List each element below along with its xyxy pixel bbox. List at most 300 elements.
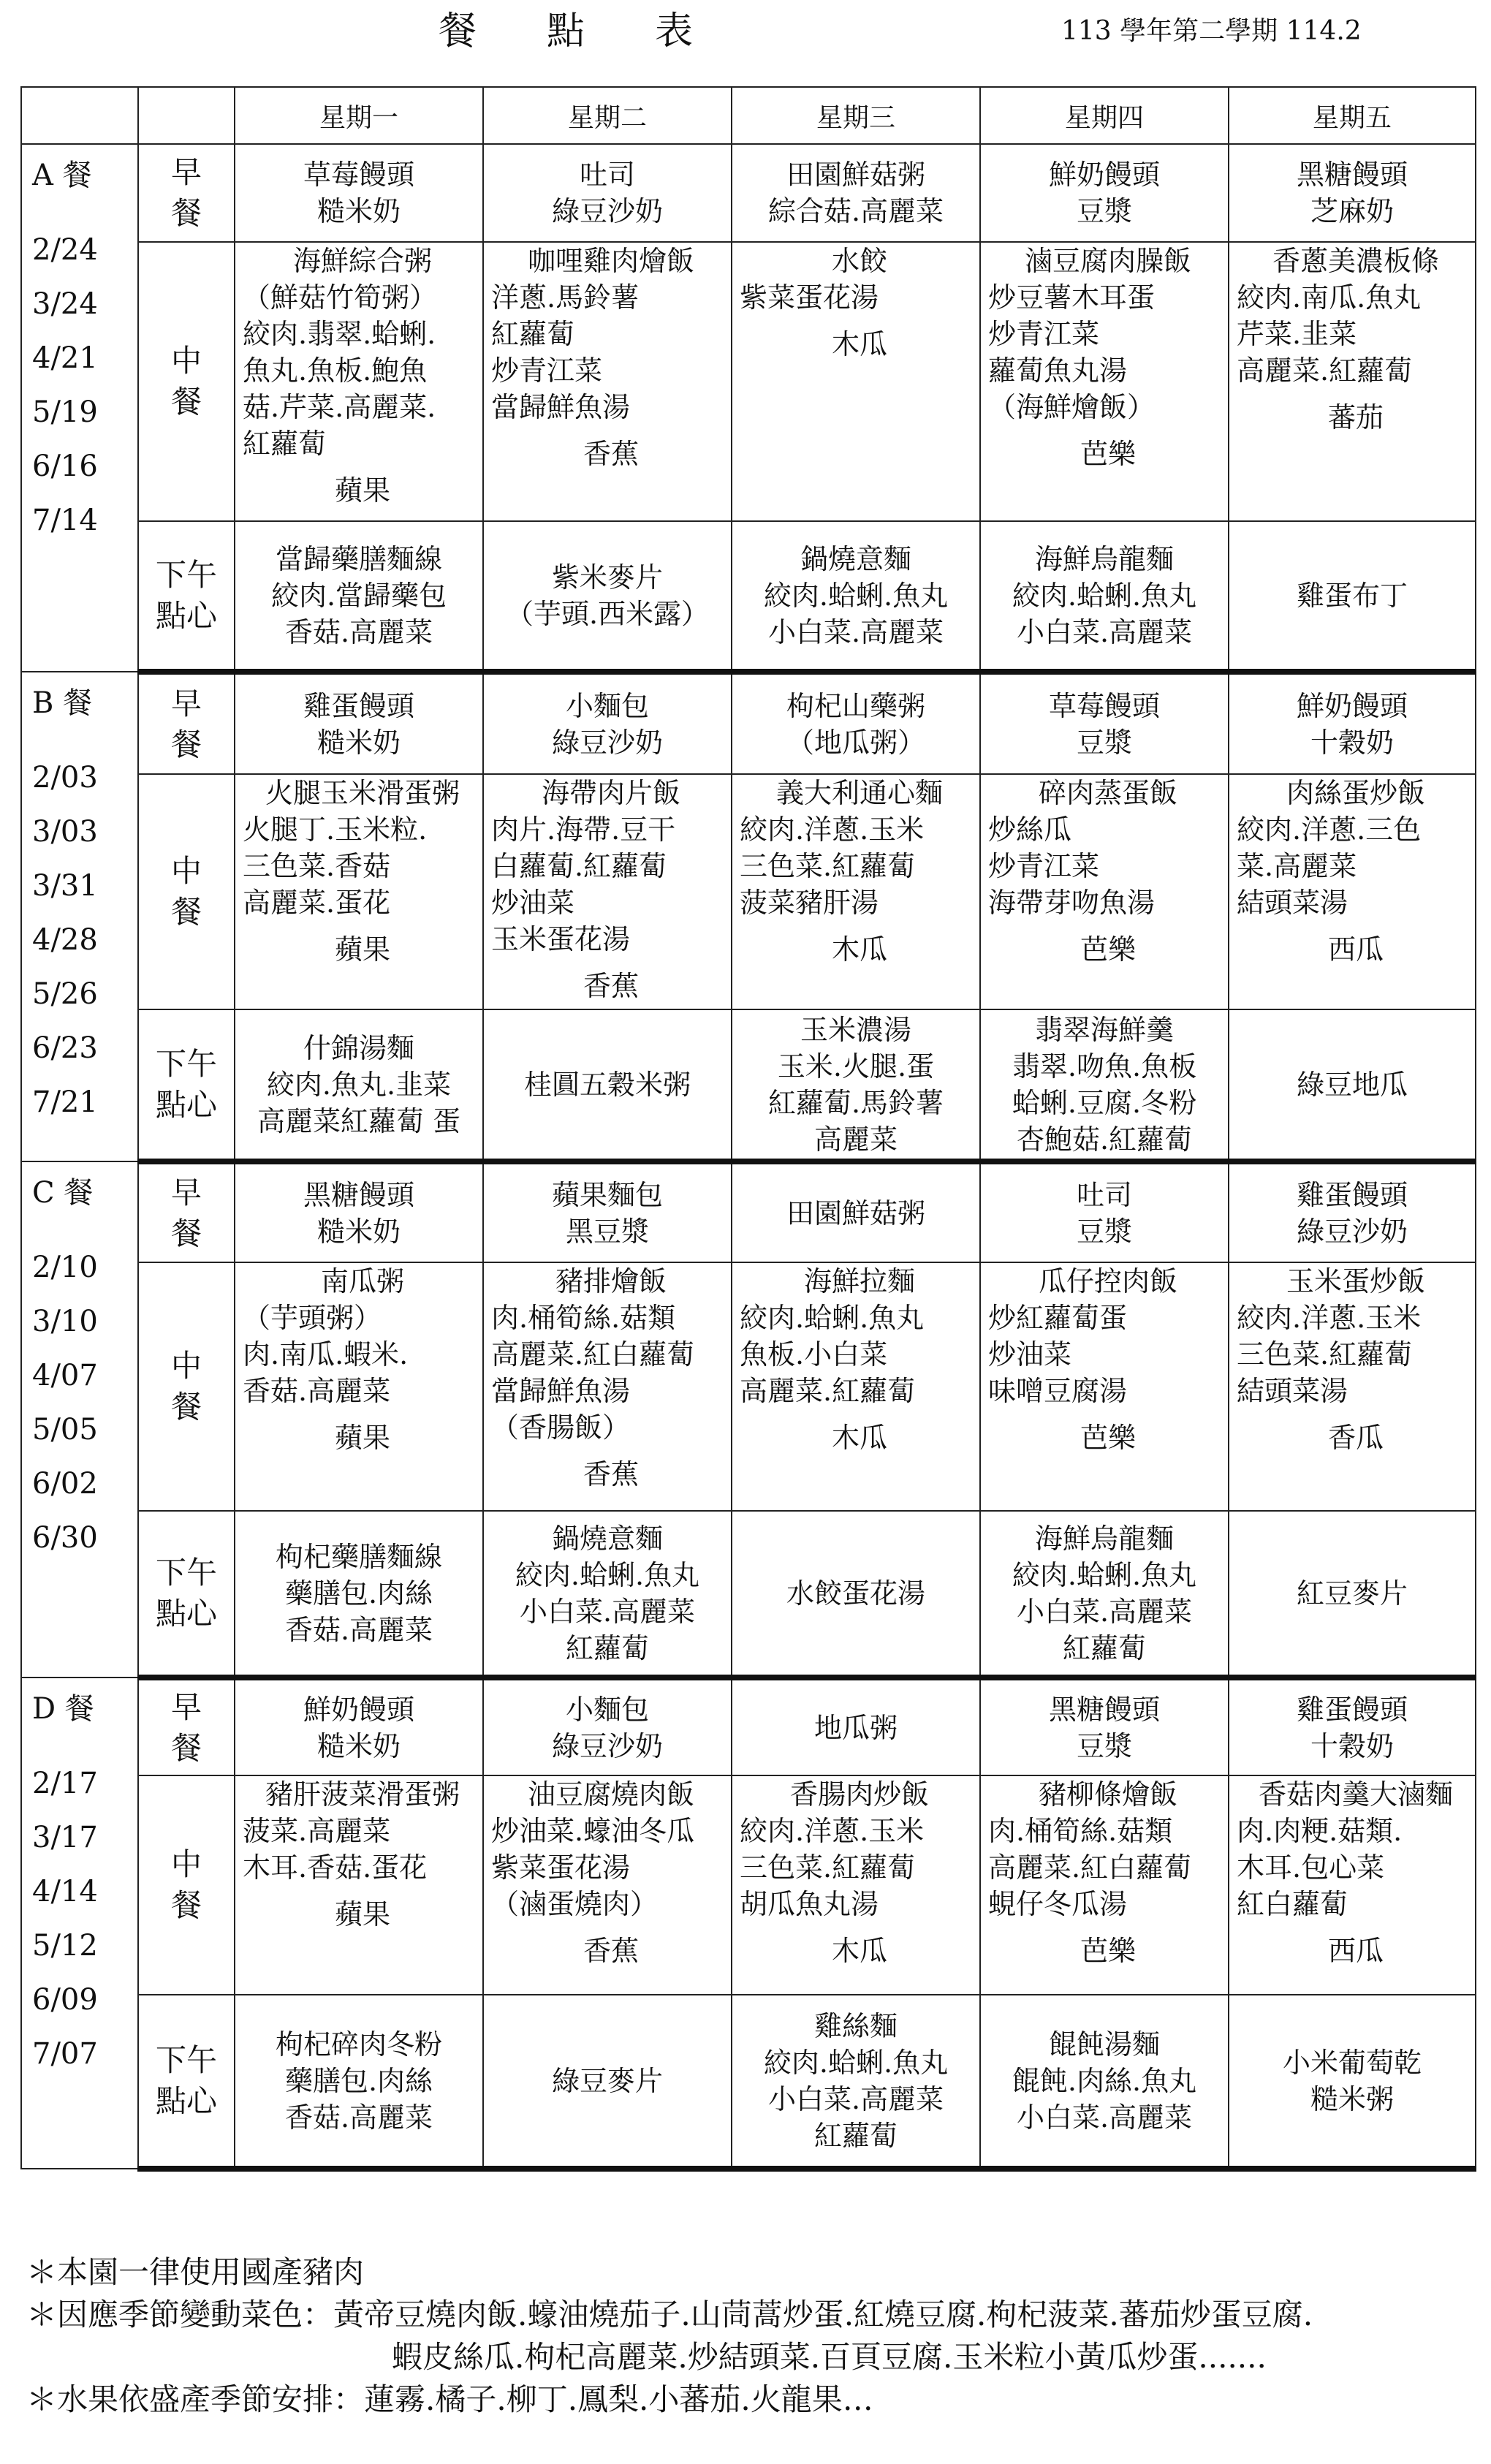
dish-line: 高麗菜.紅蘿蔔 (1237, 355, 1413, 387)
menu-table (20, 86, 1476, 2172)
dish-line: 炒青江菜 (988, 850, 1100, 882)
dish-line: 肉片.海帶.豆干 (491, 814, 676, 846)
main-dish: 黑糖饅頭 (303, 1178, 414, 1211)
dish-line: 絞肉.洋蔥.三色 (1237, 814, 1422, 846)
main-dish: 豬排燴飯 (555, 1265, 667, 1297)
menu-cell (732, 1262, 980, 1511)
main-dish: 紫米麥片 (551, 561, 663, 594)
menu-cell (980, 521, 1229, 672)
main-dish: 海鮮拉麵 (803, 1265, 915, 1297)
menu-cell (235, 774, 483, 1009)
main-dish: 義大利通心麵 (775, 777, 943, 809)
term-label: 113 學年第二學期 114.2 (1061, 16, 1362, 46)
main-dish: 紅豆麥片 (1296, 1577, 1408, 1610)
main-dish: 雞蛋饅頭 (1296, 1693, 1408, 1726)
dish-line: 絞肉.當歸藥包 (270, 579, 447, 612)
dish-line: 白蘿蔔.紅蘿蔔 (491, 850, 667, 882)
dish-line: 小白菜.高麗菜 (767, 2082, 944, 2115)
meal-label-text: 餐 (170, 1389, 202, 1425)
fruit-item: 西瓜 (1327, 933, 1384, 966)
main-dish: 枸杞藥膳麵線 (275, 1540, 442, 1573)
meal-label-text: 早 (170, 1174, 202, 1210)
dish-line: 炒豆薯木耳蛋 (988, 281, 1156, 314)
menu-cell (980, 672, 1229, 774)
menu-cell (235, 242, 483, 521)
group-label-cell (21, 672, 138, 1161)
main-dish: 豬肝菠菜滑蛋粥 (265, 1778, 460, 1811)
menu-cell (235, 1009, 483, 1161)
dish-line: （鮮菇竹筍粥） (243, 281, 438, 314)
menu-cell (235, 1775, 483, 1995)
menu-cell (483, 1161, 732, 1262)
menu-cell (732, 1511, 980, 1678)
dish-line: 木耳.香菇.蛋花 (243, 1851, 428, 1884)
cycle-date: 2/24 (32, 233, 98, 267)
dish-line: 絞肉.蛤蜊.魚丸 (763, 579, 949, 612)
dish-line: 當歸鮮魚湯 (491, 1375, 631, 1407)
main-dish: 滷豆腐肉臊飯 (1024, 245, 1191, 277)
dish-line: （芋頭粥） (243, 1302, 382, 1334)
dish-line: 糙米奶 (316, 1215, 401, 1248)
dish-line: 芹菜.韭菜 (1237, 318, 1357, 350)
dish-line: 絞肉.魚丸.韭菜 (266, 1068, 452, 1101)
dish-line: 絞肉.南瓜.魚丸 (1237, 281, 1422, 314)
dish-line: 結頭菜湯 (1237, 887, 1348, 919)
menu-cell (1229, 1511, 1476, 1678)
meal-label-text: 中 (170, 1846, 202, 1882)
dish-line: （滷蛋燒肉） (491, 1888, 659, 1920)
main-dish: 肉絲蛋炒飯 (1286, 777, 1425, 809)
dish-line: 糙米粥 (1310, 2082, 1394, 2115)
page-title: 餐點表 (439, 10, 764, 53)
dish-line: 絞肉.蛤蜊.魚丸 (740, 1302, 925, 1334)
main-dish: 地瓜粥 (813, 1711, 898, 1744)
menu-cell (732, 1678, 980, 1775)
note-line: 蝦皮絲瓜.枸杞高麗菜.炒結頭菜.百頁豆腐.玉米粒小黃瓜炒蛋....... (392, 2339, 1267, 2375)
dish-line: 小白菜.高麗菜 (1016, 2101, 1193, 2134)
dish-line: 豆漿 (1076, 195, 1132, 227)
meal-label-text: 下午 (155, 1045, 217, 1082)
main-dish: 海帶肉片飯 (541, 777, 680, 809)
dish-line: 肉.南瓜.蝦米. (243, 1338, 409, 1371)
day-header: 星期一 (235, 87, 483, 144)
meal-label-text: 中 (170, 853, 202, 889)
corner-cell (21, 87, 138, 144)
menu-cell (732, 521, 980, 672)
cycle-date: 2/10 (32, 1251, 98, 1284)
main-dish: 當歸藥膳麵線 (275, 542, 442, 575)
meal-label-text: 餐 (170, 195, 202, 231)
dish-line: （芋頭.西米露） (505, 597, 710, 630)
dish-line: 藥膳包.肉絲 (284, 1577, 433, 1610)
group-row-breakfast (21, 1161, 1476, 1262)
dish-line: 洋蔥.馬鈴薯 (491, 281, 640, 314)
cycle-date: 4/07 (32, 1359, 98, 1392)
dish-line: 紅蘿蔔.馬鈴薯 (767, 1086, 944, 1119)
group-dates (32, 223, 137, 547)
dish-line: 糙米奶 (316, 1729, 401, 1762)
group-row-snack (21, 1511, 1476, 1678)
dish-line: 綠豆沙奶 (551, 195, 663, 227)
notes (26, 2251, 1313, 2421)
menu-cell (980, 1161, 1229, 1262)
menu-cell (483, 521, 732, 672)
dish-line: 海帶芽吻魚湯 (988, 887, 1156, 919)
dish-line: 紅蘿蔔 (491, 318, 575, 350)
main-dish: 雞蛋布丁 (1296, 579, 1408, 612)
dish-line: 綠豆沙奶 (1296, 1215, 1408, 1248)
main-dish: 田園鮮菇粥 (786, 1197, 925, 1229)
dish-line: 黑豆漿 (565, 1215, 649, 1248)
dish-line: 蘿蔔魚丸湯 (988, 355, 1128, 387)
dish-line: 綠豆沙奶 (551, 726, 663, 759)
dish-line: 結頭菜湯 (1237, 1375, 1348, 1407)
menu-cell (235, 144, 483, 242)
main-dish: 鮮奶饅頭 (1048, 159, 1160, 191)
cycle-date: 5/19 (32, 395, 98, 429)
cycle-date: 2/17 (32, 1767, 98, 1800)
menu-cell (1229, 774, 1476, 1009)
dish-line: 香菇.高麗菜 (243, 1375, 391, 1407)
group-dates (32, 1756, 137, 2081)
dish-line: （地瓜粥） (786, 726, 925, 759)
menu-cell (980, 1995, 1229, 2169)
dish-line: 火腿丁.玉米粒. (243, 814, 428, 846)
dish-line: 紅蘿蔔 (243, 428, 327, 460)
dish-line: 香菇.高麗菜 (284, 615, 433, 648)
cycle-date: 5/05 (32, 1413, 98, 1447)
dish-line: 三色菜.紅蘿蔔 (1237, 1338, 1413, 1371)
menu-cell (483, 774, 732, 1009)
main-dish: 瓜仔控肉飯 (1038, 1265, 1177, 1297)
main-dish: 南瓜粥 (320, 1265, 404, 1297)
menu-cell (732, 1775, 980, 1995)
meal-label-snack (138, 521, 235, 672)
group-dates (32, 751, 137, 1129)
menu-cell (1229, 1775, 1476, 1995)
main-dish: 雞蛋饅頭 (303, 689, 414, 722)
fruit-item: 木瓜 (831, 1422, 887, 1454)
menu-cell (980, 1775, 1229, 1995)
menu-cell (483, 242, 732, 521)
dish-line: 絞肉.蛤蜊.魚丸 (515, 1558, 700, 1591)
dish-line: 小白菜.高麗菜 (519, 1595, 696, 1628)
menu-cell (483, 1262, 732, 1511)
dish-line: 藥膳包.肉絲 (284, 2064, 433, 2097)
dish-line: 綠豆沙奶 (551, 1729, 663, 1762)
meal-label-lunch (138, 1262, 235, 1511)
group-dates (32, 1240, 137, 1565)
dish-line: 蜆仔冬瓜湯 (988, 1888, 1128, 1920)
dish-line: 紅蘿蔔 (813, 2119, 898, 2152)
dish-line: 肉.桶筍絲.菇類 (491, 1302, 676, 1334)
meal-label-lunch (138, 774, 235, 1009)
fruit-item: 蕃茄 (1327, 401, 1384, 433)
main-dish: 鍋燒意麵 (551, 1522, 663, 1555)
main-dish: 玉米蛋炒飯 (1286, 1265, 1425, 1297)
dish-line: 味噌豆腐湯 (988, 1375, 1128, 1407)
main-dish: 香腸肉炒飯 (789, 1778, 929, 1811)
dish-line: 絞肉.洋蔥.玉米 (740, 1815, 925, 1847)
main-dish: 香蔥美濃板條 (1272, 245, 1439, 277)
dish-line: 高麗菜.蛋花 (243, 887, 391, 919)
dish-line: 炒紅蘿蔔蛋 (988, 1302, 1128, 1334)
dish-line: 玉米蛋花湯 (491, 923, 631, 955)
dish-line: 絞肉.翡翠.蛤蜊. (243, 318, 436, 350)
menu-cell (483, 672, 732, 774)
dish-line: 炒絲瓜 (988, 814, 1072, 846)
dish-line: 糙米奶 (316, 726, 401, 759)
main-dish: 豬柳條燴飯 (1038, 1778, 1177, 1811)
menu-cell (980, 1009, 1229, 1161)
meal-label-lunch (138, 242, 235, 521)
cycle-date: 6/23 (32, 1031, 98, 1065)
fruit-item: 芭樂 (1080, 438, 1136, 470)
dish-line: 肉.肉粳.菇類. (1237, 1815, 1403, 1847)
dish-line: 紅白蘿蔔 (1237, 1888, 1348, 1920)
dish-line: 豆漿 (1076, 1215, 1132, 1248)
meal-label-snack (138, 1511, 235, 1678)
fruit-item: 香蕉 (583, 1935, 639, 1967)
dish-line: 香菇.高麗菜 (284, 2101, 433, 2134)
dish-line: 三色菜.紅蘿蔔 (740, 850, 916, 882)
dish-line: 絞肉.蛤蜊.魚丸 (763, 2046, 949, 2079)
group-name: B 餐 (32, 686, 93, 720)
menu-cell (483, 1775, 732, 1995)
group-row-lunch (21, 1262, 1476, 1511)
fruit-item: 木瓜 (831, 933, 887, 966)
meal-label-snack (138, 1995, 235, 2169)
group-row-breakfast (21, 672, 1476, 774)
main-dish: 黑糖饅頭 (1296, 159, 1408, 191)
dish-line: 菠菜豬肝湯 (740, 887, 879, 919)
dish-line: 絞肉.洋蔥.玉米 (740, 814, 925, 846)
header-row (21, 87, 1476, 144)
cycle-date: 3/10 (32, 1305, 98, 1338)
meal-label-text: 點心 (155, 1595, 217, 1631)
dish-line: 玉米.火腿.蛋 (777, 1050, 935, 1083)
menu-cell (732, 1995, 980, 2169)
menu-cell (1229, 242, 1476, 521)
menu-cell (1229, 1161, 1476, 1262)
note-line: ＊水果依盛產季節安排：蓮霧.橘子.柳丁.鳳梨.小蕃茄.火龍果… (26, 2381, 873, 2417)
main-dish: 蘋果麵包 (551, 1178, 663, 1211)
main-dish: 吐司 (579, 159, 635, 191)
group-label-cell (21, 1678, 138, 2169)
dish-line: 菇.芹菜.高麗菜. (243, 391, 436, 423)
dish-line: 糙米奶 (316, 195, 401, 227)
dish-line: 高麗菜.紅白蘿蔔 (491, 1338, 695, 1371)
group-row-breakfast (21, 144, 1476, 242)
fruit-item: 香蕉 (583, 1458, 639, 1490)
dish-line: 高麗菜.紅蘿蔔 (740, 1375, 916, 1407)
menu-cell (980, 144, 1229, 242)
cycle-date: 3/31 (32, 869, 98, 903)
main-dish: 雞絲麵 (813, 2009, 898, 2042)
group-row-snack (21, 1009, 1476, 1161)
main-dish: 鮮奶饅頭 (1296, 689, 1408, 722)
dish-line: 小白菜.高麗菜 (1016, 615, 1193, 648)
cycle-date: 3/03 (32, 815, 98, 849)
menu-cell (1229, 672, 1476, 774)
menu-cell (483, 1009, 732, 1161)
menu-cell (732, 242, 980, 521)
cycle-date: 7/07 (32, 2037, 98, 2071)
day-header: 星期二 (483, 87, 732, 144)
dish-line: 菠菜.高麗菜 (243, 1815, 391, 1847)
dish-line: 小白菜.高麗菜 (1016, 1595, 1193, 1628)
fruit-item: 蘋果 (334, 933, 390, 966)
main-dish: 火腿玉米滑蛋粥 (265, 777, 460, 809)
menu-cell (732, 672, 980, 774)
meal-label-text: 餐 (170, 1887, 202, 1923)
day-header: 星期五 (1229, 87, 1476, 144)
meal-label-text: 下午 (155, 556, 217, 593)
cycle-date: 4/14 (32, 1875, 98, 1908)
group-name: A 餐 (32, 159, 92, 192)
group-label-cell (21, 144, 138, 672)
main-dish: 黑糖饅頭 (1048, 1693, 1160, 1726)
fruit-item: 西瓜 (1327, 1935, 1384, 1967)
dish-line: 炒油菜.蠔油冬瓜 (491, 1815, 695, 1847)
main-dish: 田園鮮菇粥 (786, 159, 925, 191)
dish-line: 胡瓜魚丸湯 (740, 1888, 879, 1920)
main-dish: 水餃 (831, 245, 887, 277)
dish-line: 魚板.小白菜 (740, 1338, 888, 1371)
dish-line: 絞肉.洋蔥.玉米 (1237, 1302, 1422, 1334)
main-dish: 鍋燒意麵 (800, 542, 911, 575)
meal-label-text: 餐 (170, 1215, 202, 1251)
dish-line: 三色菜.紅蘿蔔 (740, 1851, 916, 1884)
dish-line: 絞肉.蛤蜊.魚丸 (1012, 1558, 1197, 1591)
fruit-item: 香瓜 (1327, 1422, 1384, 1454)
dish-line: 豆漿 (1076, 726, 1132, 759)
menu-cell (235, 1262, 483, 1511)
cycle-date: 3/24 (32, 287, 98, 321)
cycle-date: 2/03 (32, 761, 98, 795)
meal-label-text: 下午 (155, 1554, 217, 1591)
meal-label-text: 下午 (155, 2042, 217, 2078)
menu-cell (235, 1511, 483, 1678)
main-dish: 碎肉蒸蛋飯 (1038, 777, 1177, 809)
cycle-date: 5/26 (32, 977, 98, 1011)
menu-cell (1229, 521, 1476, 672)
main-dish: 海鮮烏龍麵 (1034, 1522, 1174, 1555)
dish-line: 絞肉.蛤蜊.魚丸 (1012, 579, 1197, 612)
menu-cell (483, 1678, 732, 1775)
meal-label-text: 點心 (155, 1086, 217, 1123)
main-dish: 餛飩湯麵 (1048, 2028, 1160, 2061)
note-line: ＊因應季節變動菜色：黃帝豆燒肉飯.蠔油燒茄子.山茼蒿炒蛋.紅燒豆腐.枸杞菠菜.蕃茄炒蛋豆腐. (26, 2297, 1313, 2332)
meal-label-text: 餐 (170, 894, 202, 930)
dish-line: 炒青江菜 (491, 355, 603, 387)
main-dish: 海鮮綜合粥 (292, 245, 432, 277)
menu-cell (732, 144, 980, 242)
main-dish: 草莓饅頭 (1048, 689, 1160, 722)
main-dish: 海鮮烏龍麵 (1034, 542, 1174, 575)
group-row-lunch (21, 242, 1476, 521)
meal-label-breakfast (138, 144, 235, 242)
menu-cell (1229, 1262, 1476, 1511)
dish-line: 餛飩.肉絲.魚丸 (1012, 2064, 1197, 2097)
group-name: C 餐 (32, 1176, 94, 1210)
menu-cell (235, 1678, 483, 1775)
cycle-date: 6/02 (32, 1467, 98, 1501)
main-dish: 綠豆地瓜 (1296, 1068, 1408, 1101)
dish-line: 豆漿 (1076, 1729, 1132, 1762)
fruit-item: 芭樂 (1080, 1935, 1136, 1967)
fruit-item: 蘋果 (334, 474, 390, 507)
dish-line: 蛤蜊.豆腐.冬粉 (1012, 1086, 1197, 1119)
group-label-cell (21, 1161, 138, 1678)
dish-line: 杏鮑菇.紅蘿蔔 (1016, 1123, 1193, 1156)
group-row-snack (21, 521, 1476, 672)
dish-line: 紫菜蛋花湯 (491, 1851, 631, 1884)
cycle-date: 6/16 (32, 450, 98, 483)
meal-label-snack (138, 1009, 235, 1161)
menu-cell (732, 1009, 980, 1161)
meal-label-lunch (138, 1775, 235, 1995)
menu-cell (483, 1511, 732, 1678)
menu-cell (1229, 1009, 1476, 1161)
dish-line: 十穀奶 (1310, 726, 1394, 759)
main-dish: 草莓饅頭 (303, 159, 414, 191)
dish-line: 當歸鮮魚湯 (491, 391, 631, 423)
cycle-date: 7/21 (32, 1085, 98, 1119)
main-dish: 鮮奶饅頭 (303, 1693, 414, 1726)
menu-cell (1229, 144, 1476, 242)
dish-line: 十穀奶 (1310, 1729, 1394, 1762)
main-dish: 咖哩雞肉燴飯 (527, 245, 694, 277)
dish-line: 紫菜蛋花湯 (740, 281, 879, 314)
dish-line: 芝麻奶 (1310, 195, 1394, 227)
menu-cell (483, 1995, 732, 2169)
main-dish: 小米葡萄乾 (1282, 2046, 1422, 2079)
cycle-date: 4/28 (32, 923, 98, 957)
main-dish: 小麵包 (565, 689, 649, 722)
corner-cell (138, 87, 235, 144)
meal-label-text: 中 (170, 343, 202, 379)
menu-cell (235, 672, 483, 774)
dish-line: 菜.高麗菜 (1237, 850, 1357, 882)
dish-line: 香菇.高麗菜 (284, 1613, 433, 1646)
dish-line: 紅蘿蔔 (1062, 1631, 1146, 1664)
dish-line: 翡翠.吻魚.魚板 (1012, 1050, 1197, 1083)
dish-line: 炒油菜 (491, 887, 575, 919)
meal-label-text: 餐 (170, 1729, 202, 1766)
dish-line: 肉.桶筍絲.菇類 (988, 1815, 1173, 1847)
group-row-snack (21, 1995, 1476, 2169)
menu-cell (235, 1161, 483, 1262)
cycle-date: 5/12 (32, 1929, 98, 1963)
cycle-date: 3/17 (32, 1821, 98, 1854)
menu-cell (980, 1678, 1229, 1775)
meal-label-text: 點心 (155, 2082, 217, 2119)
fruit-item: 蘋果 (334, 1898, 390, 1930)
menu-cell (1229, 1995, 1476, 2169)
group-row-lunch (21, 1775, 1476, 1995)
meal-label-breakfast (138, 672, 235, 774)
main-dish: 玉米濃湯 (800, 1013, 911, 1046)
fruit-item: 蘋果 (334, 1422, 390, 1454)
meal-label-breakfast (138, 1161, 235, 1262)
cycle-date: 7/14 (32, 504, 98, 537)
main-dish: 油豆腐燒肉飯 (527, 1778, 694, 1811)
main-dish: 枸杞碎肉冬粉 (275, 2028, 442, 2061)
meal-label-text: 早 (170, 685, 202, 721)
menu-cell (980, 242, 1229, 521)
main-dish: 什錦湯麵 (303, 1031, 414, 1064)
